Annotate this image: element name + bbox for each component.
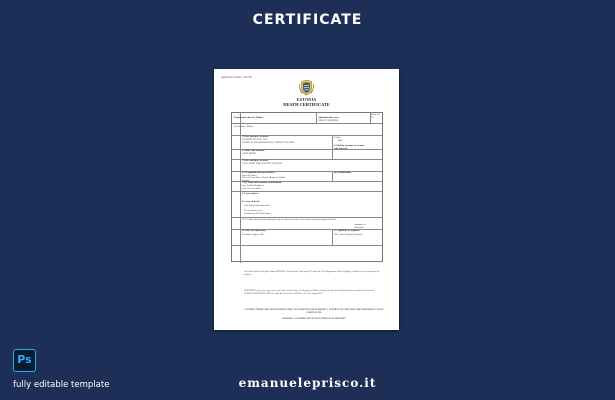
name-label: 2. Name and Surname (242, 149, 265, 152)
informant-address: Flat 14 Green Street (242, 186, 262, 190)
birth-value: 10TH APRIL 1904 TALLINN, ESTONIA (242, 162, 283, 165)
informant-label: 7. (a) Name and surname of informant (242, 181, 282, 184)
birth-label: 5. Date and place of birth (242, 159, 268, 162)
document-country: ESTONIA (296, 97, 317, 102)
website-link[interactable]: emanueleprisco.it (238, 376, 377, 390)
cause-value-1: I (a) Myocardial infarction (244, 204, 270, 207)
certified-statement: CERTIFIED to be a true copy of an entry in the certified copy of a Register of Births, Deaths or Deaths in the District above mentioned. Given at the GENERAL REGISTER OFFICE, under the Seal of the said Office, the 12th August 2023 (244, 290, 375, 295)
photoshop-icon: Ps (13, 349, 36, 372)
occupation-label: 6. Occupation and usual address (242, 170, 276, 174)
maiden-name-label: 4. Maiden surname of woman who married (334, 144, 365, 150)
certificate-table (231, 112, 383, 262)
death-date-label: 1. Date and place of death (242, 135, 269, 138)
application-number: Application number: 1827191 (221, 76, 253, 79)
coat-of-arms-icon (298, 79, 315, 96)
registration-district: Registration district: Tallinn (234, 116, 264, 119)
name-value: JOHN SMITH (242, 152, 257, 155)
registration-date-value: Twentieth August 1965 (242, 233, 265, 236)
cause-label: 9. Cause of death (242, 200, 260, 203)
certify-statement: 10. I certify that the particulars given by me above are true to the best of my knowledge and belief (242, 218, 336, 221)
occupation-value: Retired Farmer (242, 173, 257, 177)
cause-value-2: II. Arteriosclerosis (244, 209, 262, 212)
editable-label: fully editable template (13, 380, 110, 390)
admin-area-label: Administrative area: (318, 116, 340, 119)
informant-signature: Signature of informant (354, 223, 366, 229)
document-title: DEATH CERTIFICATE (283, 102, 330, 107)
caution-note: CAUTION: THERE ARE OFFENCES RELATING TO FALSIFYING OR ALTERING A CERTIFICATE AND USING OR POSSESSING A FALSE CERTIFICATE (244, 309, 384, 314)
death-date-value: TWENTIETH JULY 1965 (242, 138, 268, 141)
entry-no-value: 45 (371, 116, 374, 119)
qualification-label: (b) Qualification (334, 171, 351, 174)
usual-address-label: 8. Usual address (242, 192, 259, 195)
page-title: CERTIFICATE (252, 12, 363, 28)
cause-certifier: Certified by Dr. Karl Tamm (244, 212, 271, 215)
address-value: Flat 14 Green Street, Harju Maakond, Tallinn (242, 176, 286, 179)
extract-note: In Death Certificate Register Estonia KHOPKA. Extracted on 12th April 2023 from the Civil Registration Office Registry, certified copy of an entry in the Register. (244, 271, 380, 276)
warning-note: WARNING: A CERTIFICATE IS NOT EVIDENCE OF IDENTITY (282, 318, 346, 320)
death-place-value: HOSPITAL EXAMINATIONAL CENTRE TALLINN (242, 141, 295, 144)
registration-date-label: 11. Date of registration (242, 229, 266, 232)
registrar-signature-value: H.K. Tamm Deputy Registrar (334, 233, 363, 236)
sub-district: Sub-district: Tallinn (234, 125, 254, 128)
entry-no-label: Entry No. (371, 113, 381, 116)
informant-value: Jane Smith (Daughter) (242, 184, 264, 187)
address-country: Estonia (242, 178, 250, 182)
admin-area-value: NEBUT CHESHIRE (318, 119, 339, 122)
registrar-signature-label: 12. Signature of registrar (334, 229, 360, 232)
sex-label: 3. Sex (334, 136, 340, 139)
certificate-document (214, 69, 399, 330)
sex-value: Male (338, 139, 343, 142)
